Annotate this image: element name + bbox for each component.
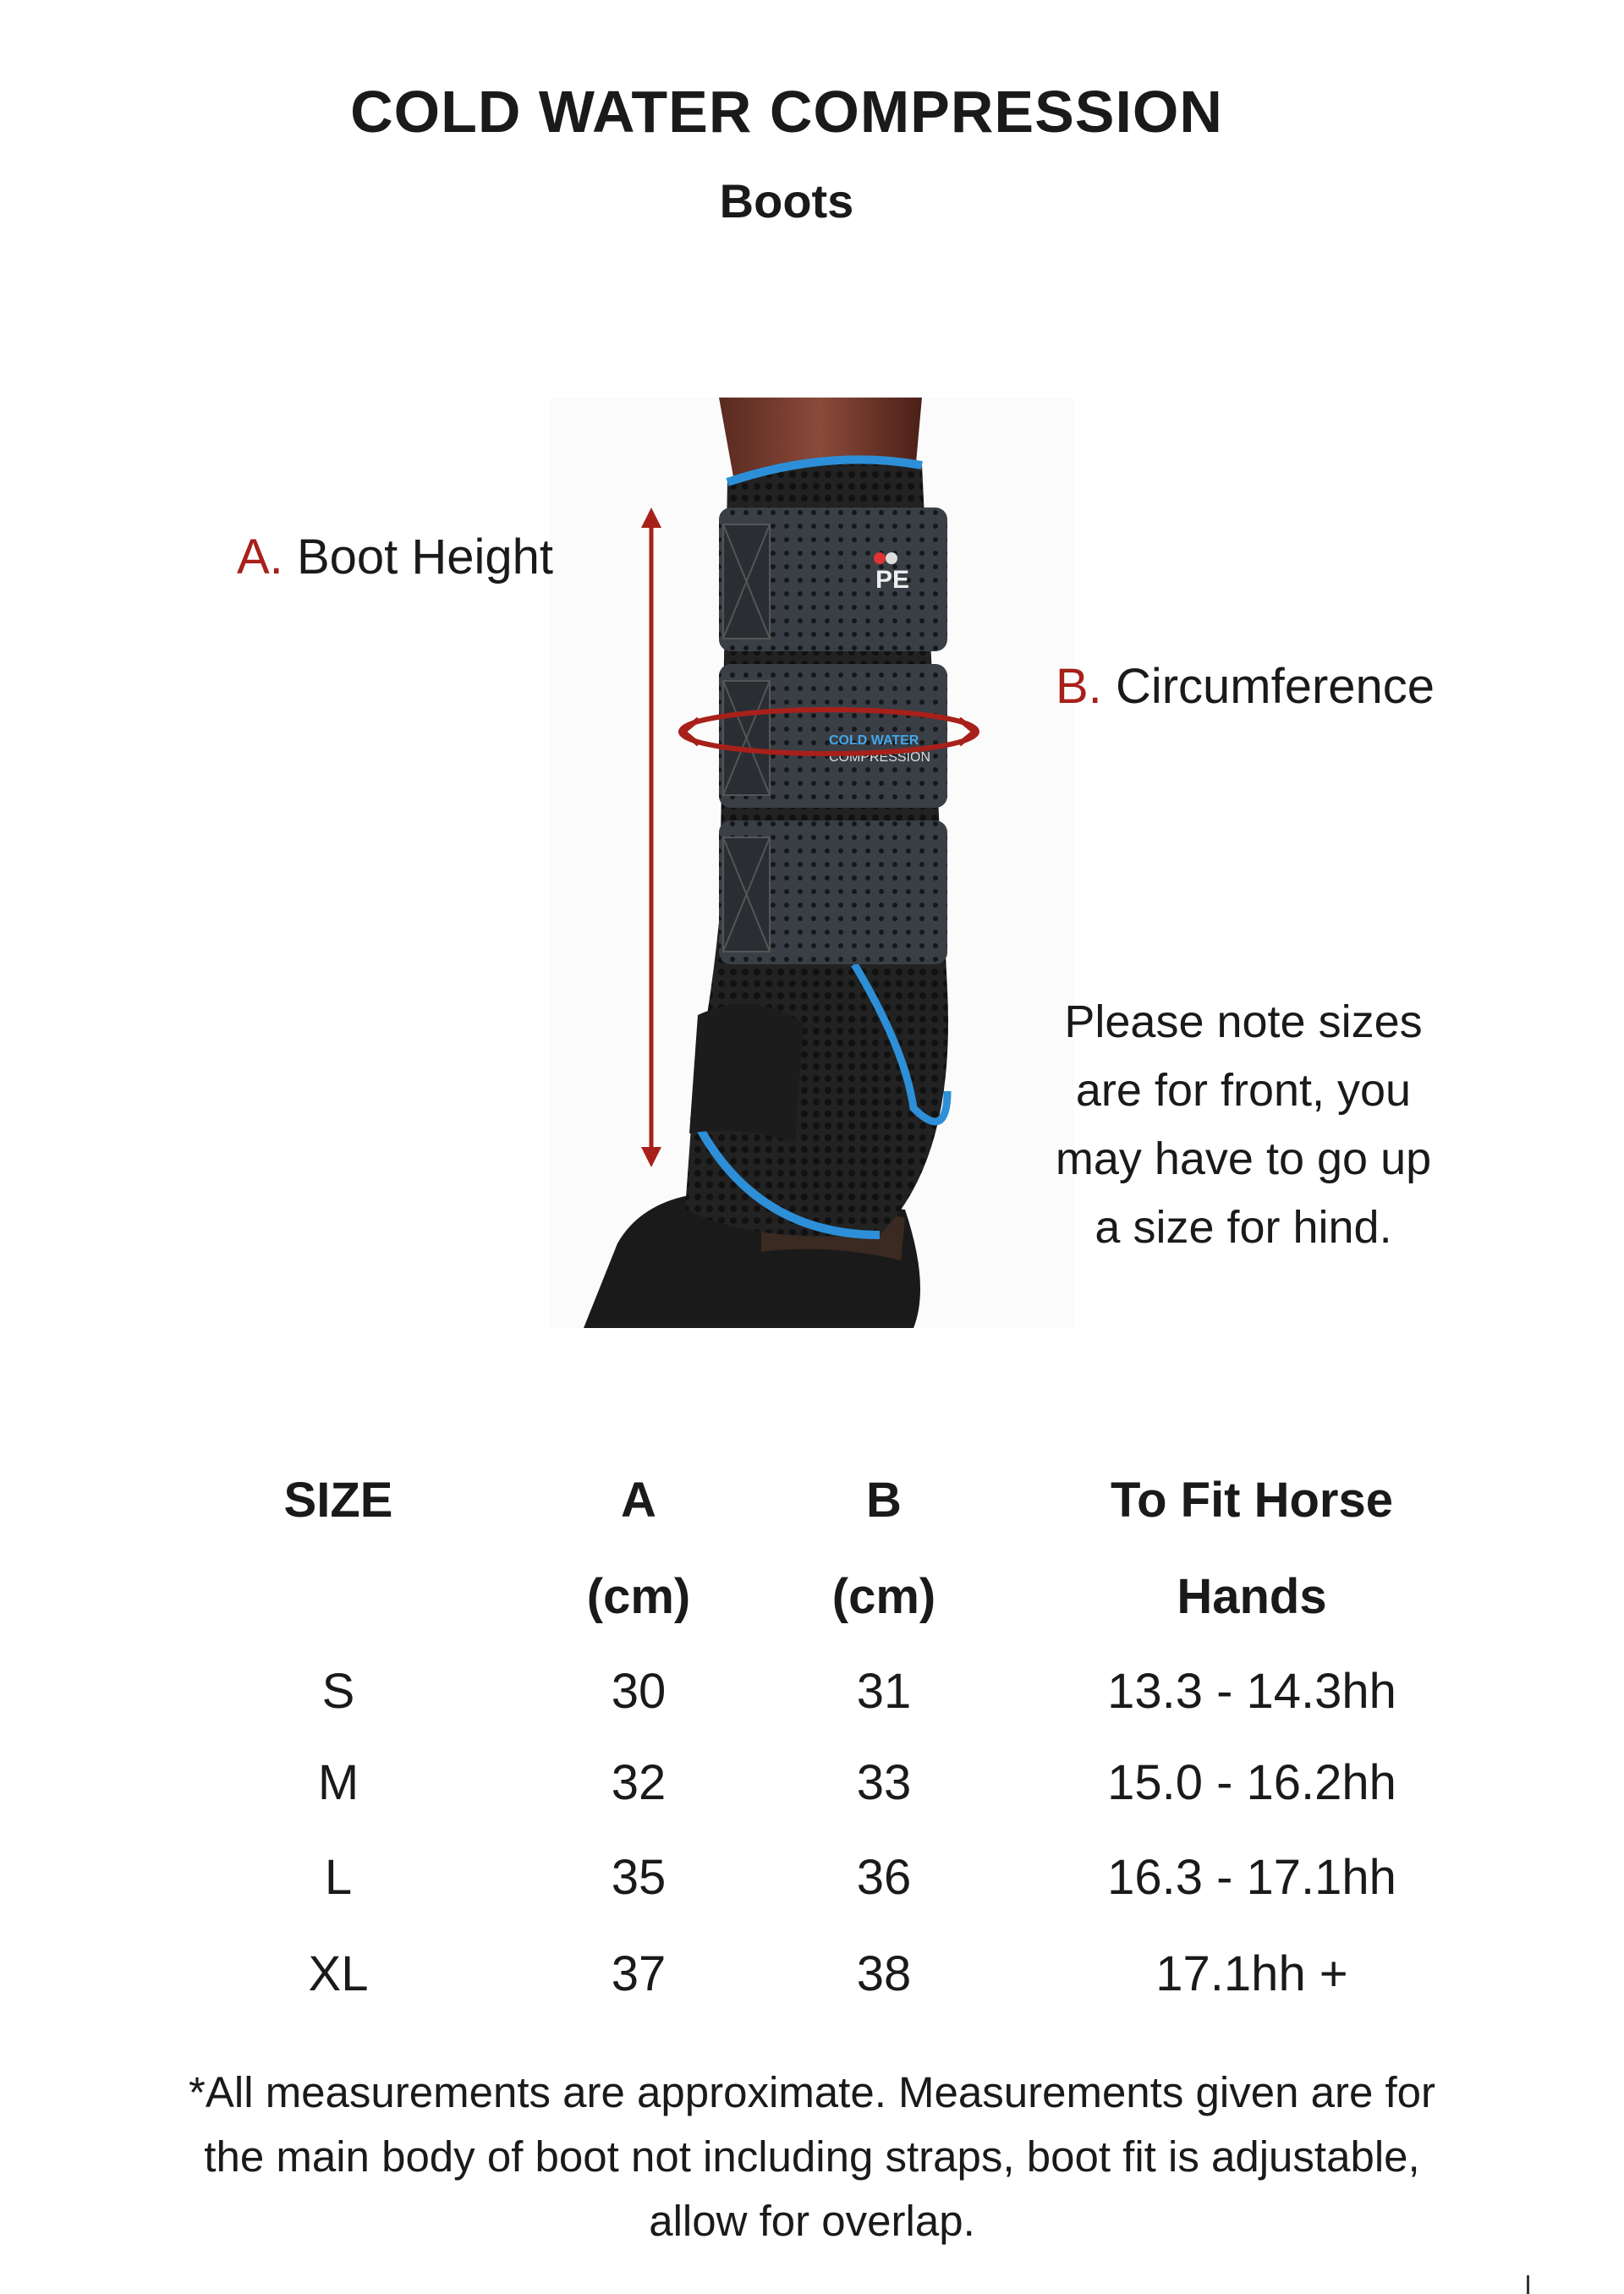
cell-a: 35 xyxy=(611,1850,667,1905)
cell-fit: 17.1hh + xyxy=(1155,1946,1348,2001)
note-line: are for front, you xyxy=(1075,1065,1412,1116)
cell-fit: 15.0 - 16.2hh xyxy=(1107,1755,1396,1810)
circumference-label xyxy=(1056,658,1435,715)
table-row xyxy=(0,1754,1624,1822)
cell-size: XL xyxy=(308,1946,369,2001)
subheader-a: (cm) xyxy=(586,1569,691,1624)
table-row xyxy=(0,1946,1624,2013)
table-row xyxy=(0,1663,1624,1731)
footnote-line: the main body of boot not including straps, boot fit is adjustable, xyxy=(204,2132,1420,2181)
size-note xyxy=(1011,988,1476,1262)
footnote-line: allow for overlap. xyxy=(649,2197,975,2245)
footnote-line: *All measurements are approximate. Measurements given are for xyxy=(189,2068,1435,2116)
subheader-b: (cm) xyxy=(831,1569,936,1624)
note-line: Please note sizes xyxy=(1064,996,1423,1047)
header-size: SIZE xyxy=(283,1473,393,1528)
cell-fit: 13.3 - 14.3hh xyxy=(1107,1664,1396,1719)
cell-b: 33 xyxy=(856,1755,912,1810)
label-b-letter: B. xyxy=(1056,659,1102,714)
page-title: COLD WATER COMPRESSION xyxy=(350,79,1223,145)
table-header-row xyxy=(0,1472,1624,1539)
subheader-fit: Hands xyxy=(1177,1569,1327,1624)
boot-height-arrow xyxy=(626,508,677,1167)
label-a-text: Boot Height xyxy=(296,530,554,584)
measurement-footnote xyxy=(127,2061,1497,2253)
boot-logo-line-1: COLD WATER xyxy=(829,733,919,748)
page-subtitle: Boots xyxy=(719,174,854,228)
cell-b: 36 xyxy=(856,1850,912,1905)
header-a: A xyxy=(621,1473,656,1528)
table-row xyxy=(0,1849,1624,1917)
note-line: a size for hind. xyxy=(1095,1202,1392,1253)
table-subheader-row xyxy=(0,1568,1624,1636)
cell-size: S xyxy=(321,1664,355,1719)
boot-height-label xyxy=(237,529,553,585)
cell-a: 37 xyxy=(611,1946,667,2001)
cell-b: 31 xyxy=(856,1664,912,1719)
edge-mark xyxy=(1527,2275,1529,2294)
cell-fit: 16.3 - 17.1hh xyxy=(1107,1850,1396,1905)
cell-size: L xyxy=(324,1850,353,1905)
cell-size: M xyxy=(317,1755,359,1810)
cell-a: 32 xyxy=(611,1755,667,1810)
cell-a: 30 xyxy=(611,1664,667,1719)
boot-logo-line-2: COMPRESSION xyxy=(829,750,931,765)
header-fit: To Fit Horse xyxy=(1110,1473,1394,1528)
boot-brand-mark: PE xyxy=(875,566,910,594)
header-b: B xyxy=(866,1473,902,1528)
cell-b: 38 xyxy=(856,1946,912,2001)
note-line: may have to go up xyxy=(1055,1133,1432,1184)
label-b-text: Circumference xyxy=(1115,659,1435,714)
label-a-letter: A. xyxy=(237,530,283,584)
